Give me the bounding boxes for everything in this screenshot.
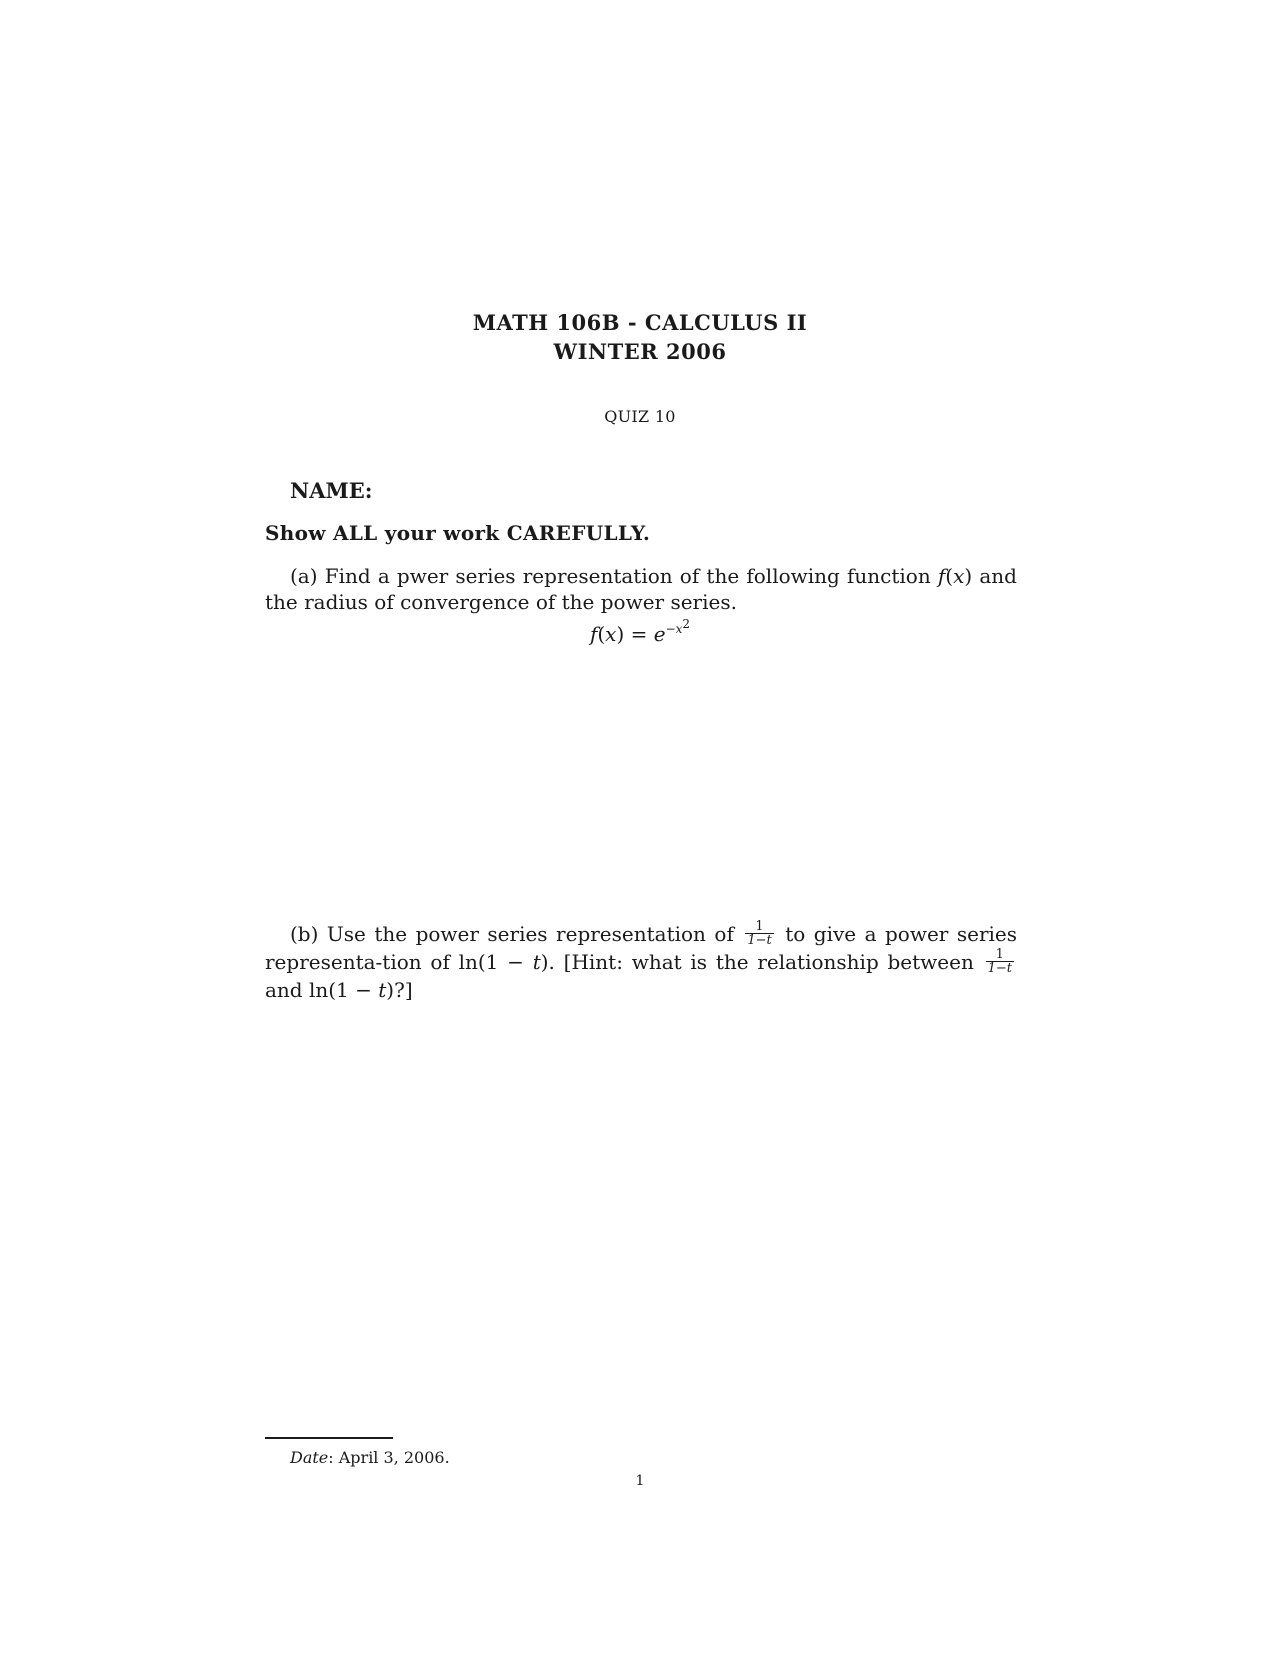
problem-b-text-4: and ln(1 − xyxy=(265,978,372,1002)
problem-a-label: (a) xyxy=(290,564,318,588)
equation-base: e xyxy=(653,622,666,646)
problem-a-equation: $f(x) = e^{-x^2}$ xyxy=(589,617,691,646)
problem-a xyxy=(265,563,1017,615)
problem-a-text-2: and the radius of convergence of the power series. xyxy=(265,564,1017,614)
name-label: NAME: xyxy=(290,478,373,503)
problem-b-fraction-1 xyxy=(745,920,773,947)
problem-b-text-1: Use the power series representation of xyxy=(326,922,734,946)
equation-exponent: −x xyxy=(665,622,683,637)
page-number: 1 xyxy=(635,1473,645,1489)
problem-b xyxy=(265,921,1017,1003)
fraction-denominator: 1−t xyxy=(747,933,772,948)
fraction-denominator: 1−t xyxy=(987,961,1013,976)
problem-b-label: (b) xyxy=(290,922,319,946)
footnote-date-value: : April 3, 2006. xyxy=(328,1448,450,1467)
instructions: Show ALL your work CAREFULLY. xyxy=(265,521,651,545)
problem-a-paren-close: ) xyxy=(964,564,973,588)
equation-equals: = xyxy=(630,622,648,646)
equation-lhs-fn: f xyxy=(589,622,598,646)
course-title: MATH 106B - CALCULUS II xyxy=(472,310,808,335)
footnote-date xyxy=(290,1448,450,1467)
problem-b-var: t xyxy=(532,950,541,974)
problem-a-var: x xyxy=(953,564,965,588)
fraction-numerator: 1 xyxy=(986,948,1014,962)
problem-b-text-2: to give a power series representa-tion of ln(1 − xyxy=(265,922,1018,974)
problem-a-fn: f xyxy=(937,564,946,588)
problem-a-text-1: Find a pwer series representation of the following function xyxy=(324,564,931,588)
problem-b-fraction-2 xyxy=(986,948,1014,975)
term-title: WINTER 2006 xyxy=(553,339,727,364)
quiz-label: QUIZ 10 xyxy=(604,407,676,426)
footnote-rule xyxy=(265,1437,393,1439)
problem-a-paren-open: ( xyxy=(945,564,954,588)
equation-exponent-power: 2 xyxy=(682,617,691,632)
problem-b-text-3: ). [Hint: what is the relationship between xyxy=(540,950,974,974)
fraction-numerator: 1 xyxy=(745,920,773,934)
footnote-date-label: Date xyxy=(290,1448,329,1467)
problem-b-text-5: )?] xyxy=(386,978,413,1002)
equation-lhs-var: x xyxy=(605,622,617,646)
problem-b-var-2: t xyxy=(378,978,387,1002)
